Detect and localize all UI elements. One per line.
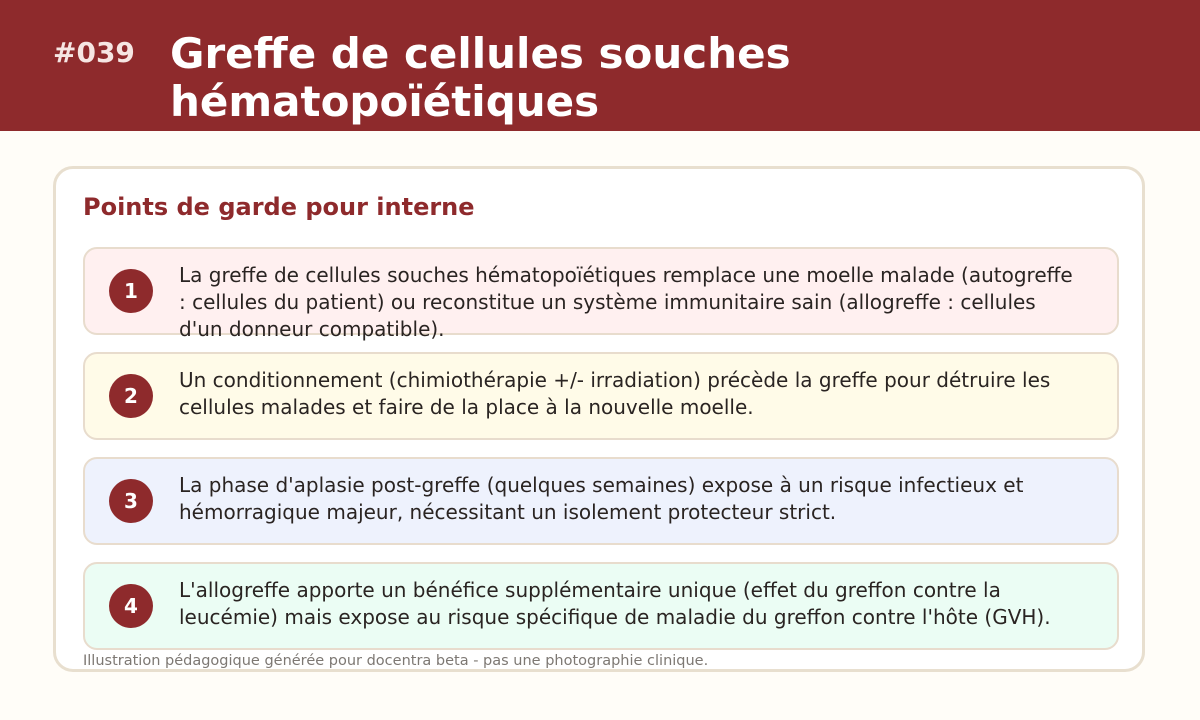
disclaimer-note: Illustration pédagogique générée pour docentra beta - pas une photographie clinique. xyxy=(83,653,709,669)
slide-number: #039 xyxy=(53,36,135,69)
item-number-badge: 1 xyxy=(109,269,153,313)
list-item xyxy=(83,457,1119,545)
content-card xyxy=(53,166,1145,672)
item-number-badge: 4 xyxy=(109,584,153,628)
list-item xyxy=(83,247,1119,341)
card-title: Points de garde pour interne xyxy=(83,193,475,221)
item-text: L'allogreffe apporte un bénéfice supplémentaire unique (effet du greffon contre la leucémie) mais expose au risque spécifique de maladie du greffon contre l'hôte (GVH). xyxy=(179,578,1051,629)
item-text: Un conditionnement (chimiothérapie +/- irradiation) précède la greffe pour détruire les cellules malades et faire de la place à la nouvelle moelle. xyxy=(179,368,1051,419)
item-number-badge: 3 xyxy=(109,479,153,523)
item-text: La phase d'aplasie post-greffe (quelques semaines) expose à un risque infectieux et hémorragique majeur, nécessitant un isolement protecteur strict. xyxy=(179,473,1024,524)
page-title: Greffe de cellules souches hématopoïétiques xyxy=(170,29,791,126)
item-number-badge: 2 xyxy=(109,374,153,418)
header-banner xyxy=(0,0,1200,131)
list-item xyxy=(83,562,1119,650)
list-item xyxy=(83,352,1119,440)
item-text: La greffe de cellules souches hématopoïétiques remplace une moelle malade (autogreffe : cellules du patient) ou reconstitue un système immunitaire sain (allogreffe : cellules d'un donneur compatible). xyxy=(179,263,1073,341)
